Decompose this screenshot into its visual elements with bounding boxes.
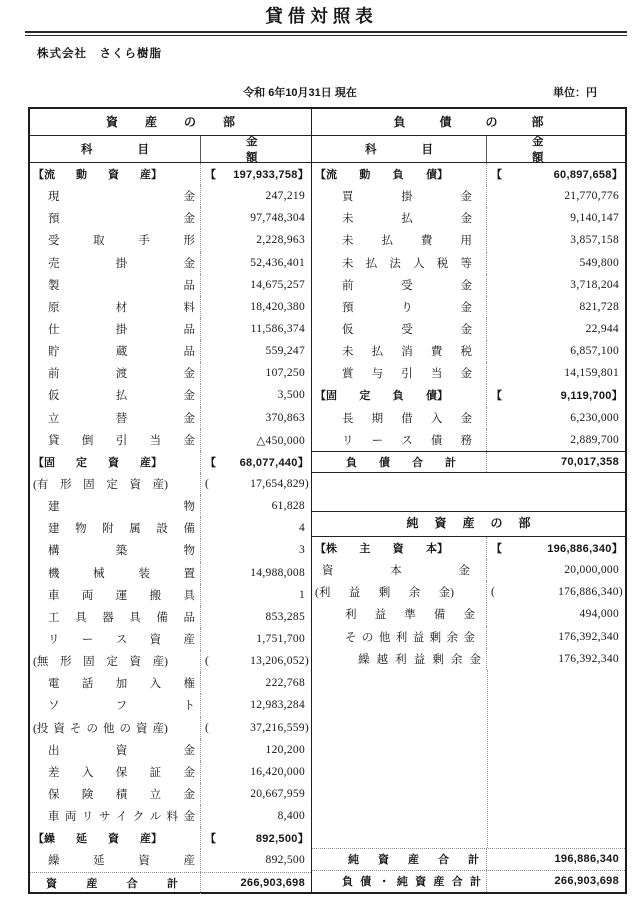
table-row: [30, 628, 311, 650]
blank-space: [312, 670, 625, 848]
account-label: 貸 倒 引 当 金: [30, 429, 201, 451]
table-row: [30, 340, 311, 362]
account-label: 未 払 費 用: [312, 229, 487, 251]
account-label: 【株 主 資 本】: [312, 537, 487, 559]
account-label: 【流 動 資 産】: [30, 163, 201, 185]
account-label: 預 り 金: [312, 296, 487, 318]
account-label: ソ フ ト: [30, 694, 201, 716]
account-label: 車 両 リ サ イ ク ル 料 金: [30, 805, 201, 827]
account-header: 科目: [312, 136, 487, 162]
amount-value: 6,230,000: [570, 411, 619, 424]
amount-value: 4: [298, 522, 305, 535]
amount-header: 金額: [532, 136, 589, 164]
table-row: [312, 229, 625, 251]
account-label: 受 取 手 形: [30, 229, 201, 251]
amount-value: 9,140,147: [570, 212, 619, 225]
table-row: [30, 229, 311, 251]
account-label: 前 受 金: [312, 274, 487, 296]
amount-value: 1,751,700: [256, 633, 305, 646]
account-label: 原 材 料: [30, 296, 201, 318]
account-label: 繰 延 資 産: [30, 849, 201, 871]
amount-value: 14,988,008: [250, 566, 305, 579]
account-label: 建 物: [30, 495, 201, 517]
amount-value: 266,903,698: [554, 875, 619, 888]
table-row: [312, 362, 625, 384]
table-row: [30, 252, 311, 274]
table-row: [30, 761, 311, 783]
table-row: [30, 717, 311, 739]
amount-value: 21,770,776: [564, 190, 619, 203]
account-label: 車 両 運 搬 具: [30, 584, 201, 606]
account-label: 電 話 加 入 権: [30, 672, 201, 694]
account-label: 売 掛 金: [30, 252, 201, 274]
table-row: [30, 539, 311, 561]
account-label: 工 具 器 具 備 品: [30, 606, 201, 628]
table-row: [312, 870, 625, 892]
amount-value: 821,728: [579, 300, 619, 313]
title-double-rule: [25, 31, 627, 36]
amount-value: 3: [298, 544, 305, 557]
table-row: [30, 805, 311, 827]
table-row: [312, 274, 625, 296]
liabilities-section-header: 負債の部: [312, 109, 625, 136]
amount-value: 18,420,380: [250, 300, 305, 313]
account-label: 立 替 金: [30, 407, 201, 429]
table-row: [312, 340, 625, 362]
table-row: [30, 473, 311, 495]
account-label: 長 期 借 入 金: [312, 407, 487, 429]
amount-value: ( 37,216,559): [205, 721, 309, 734]
account-label: 資 産 合 計: [30, 873, 201, 894]
table-row: [312, 603, 625, 625]
amount-value: 【 197,933,758】: [205, 169, 309, 182]
amount-value: 52,436,401: [250, 256, 305, 269]
account-label: リ ー ス 債 務: [312, 429, 487, 451]
liabilities-rows: [312, 163, 625, 473]
account-label: 未 払 法 人 税 等: [312, 252, 487, 274]
table-row: [312, 581, 625, 603]
amount-value: 266,903,698: [240, 877, 305, 890]
amount-value: 14,675,257: [250, 278, 305, 291]
amount-value: 【 196,886,340】: [491, 543, 623, 556]
assets-column: [30, 109, 312, 892]
account-label: 貯 蔵 品: [30, 340, 201, 362]
table-row: [30, 429, 311, 451]
account-label: リ ー ス 資 産: [30, 628, 201, 650]
amount-value: 107,250: [265, 367, 305, 380]
unit-label: 単位：円: [553, 87, 597, 99]
table-row: [312, 537, 625, 559]
table-row: [312, 407, 625, 429]
amount-value: 8,400: [277, 810, 305, 823]
table-row: [30, 827, 311, 849]
table-row: [312, 185, 625, 207]
amount-value: ( 176,886,340): [491, 586, 623, 599]
account-label: 繰 越 利 益 剰 余 金: [312, 648, 487, 670]
amount-value: 【 68,077,440】: [205, 456, 309, 469]
table-row: [312, 848, 625, 870]
table-row: [30, 207, 311, 229]
liabilities-column: [312, 109, 625, 892]
account-label: 負 債 合 計: [312, 452, 487, 472]
account-label: そ の 他 利 益 剰 余 金: [312, 626, 487, 648]
blank-account-cell: [312, 670, 488, 848]
table-row: [30, 495, 311, 517]
account-label: (無 形 固 定 資 産): [30, 650, 201, 672]
net-assets-section-header: 純資産の部: [312, 511, 625, 537]
table-row: [30, 185, 311, 207]
account-label: 利 益 準 備 金: [312, 603, 487, 625]
section-gap: [312, 473, 625, 511]
account-label: 仮 受 金: [312, 318, 487, 340]
page-title: 貸借対照表: [265, 6, 378, 26]
account-label: (投 資 そ の 他 の 資 産): [30, 717, 201, 739]
account-label: 建 物 附 属 設 備: [30, 517, 201, 539]
account-label: 機 械 装 置: [30, 562, 201, 584]
amount-value: 61,828: [271, 500, 305, 513]
table-row: [30, 694, 311, 716]
account-label: (有 形 固 定 資 産): [30, 473, 201, 495]
table-row: [312, 384, 625, 406]
table-row: [30, 584, 311, 606]
account-label: 純 資 産 合 計: [312, 849, 487, 870]
amount-value: 559,247: [265, 345, 305, 358]
amount-value: ( 13,206,052): [205, 655, 309, 668]
account-label: 【固 定 負 債】: [312, 384, 487, 406]
table-row: [30, 783, 311, 805]
amount-value: 2,228,963: [256, 234, 305, 247]
table-row: [30, 407, 311, 429]
table-row: [30, 318, 311, 340]
account-label: 【繰 延 資 産】: [30, 827, 201, 849]
amount-value: 176,392,340: [558, 652, 619, 665]
amount-value: 370,863: [265, 411, 305, 424]
table-row: [30, 517, 311, 539]
table-row: [312, 648, 625, 670]
amount-value: 176,392,340: [558, 630, 619, 643]
table-row: [30, 163, 311, 185]
amount-value: 3,857,158: [570, 234, 619, 247]
account-label: 負 債 ・ 純 資 産 合 計: [312, 871, 487, 892]
account-label: 製 品: [30, 274, 201, 296]
amount-value: 12,983,284: [250, 699, 305, 712]
account-label: (利 益 剰 余 金): [312, 581, 487, 603]
assets-rows: [30, 163, 311, 894]
amount-value: 3,500: [277, 389, 305, 402]
account-label: 未 払 金: [312, 207, 487, 229]
table-row: [312, 207, 625, 229]
amount-value: 【 9,119,700】: [491, 390, 623, 403]
account-label: 仕 掛 品: [30, 318, 201, 340]
account-label: 未 払 消 費 税: [312, 340, 487, 362]
report-date: 令和 6年10月31日 現在: [243, 87, 357, 99]
amount-value: 97,748,304: [250, 212, 305, 225]
amount-value: 247,219: [265, 190, 305, 203]
assets-section-header: 資産の部: [30, 109, 311, 136]
amount-value: 【 892,500】: [205, 833, 309, 846]
table-row: [312, 429, 625, 451]
table-row: [312, 318, 625, 340]
table-row: [30, 384, 311, 406]
amount-value: ( 17,654,829): [205, 478, 309, 491]
table-row: [312, 559, 625, 581]
table-row: [312, 163, 625, 185]
liabilities-column-headers: [312, 136, 625, 163]
account-label: 預 金: [30, 207, 201, 229]
balance-sheet-table: [28, 107, 627, 894]
amount-value: 3,718,204: [570, 278, 619, 291]
assets-column-headers: [30, 136, 311, 163]
table-row: [30, 650, 311, 672]
amount-value: 120,200: [265, 743, 305, 756]
account-label: 保 険 積 立 金: [30, 783, 201, 805]
amount-value: 70,017,358: [560, 455, 619, 468]
net-assets-totals: [312, 848, 625, 892]
company-name: 株式会社 さくら樹脂: [37, 48, 162, 60]
table-row: [312, 296, 625, 318]
amount-value: 1: [298, 588, 305, 601]
amount-header: 金額: [246, 136, 303, 164]
amount-value: 11,586,374: [250, 323, 305, 336]
amount-value: 2,889,700: [570, 433, 619, 446]
amount-value: 6,857,100: [570, 345, 619, 358]
table-row: [30, 872, 311, 894]
account-label: 構 築 物: [30, 539, 201, 561]
amount-value: 14,159,801: [564, 367, 619, 380]
amount-value: 892,500: [265, 854, 305, 867]
account-label: 【流 動 負 債】: [312, 163, 487, 185]
table-row: [312, 626, 625, 648]
amount-value: △450,000: [256, 434, 305, 447]
amount-value: 22,944: [585, 323, 619, 336]
amount-value: 【 60,897,658】: [491, 169, 623, 182]
table-row: [30, 451, 311, 473]
account-label: 前 渡 金: [30, 362, 201, 384]
table-row: [312, 252, 625, 274]
table-row: [30, 606, 311, 628]
table-row: [30, 296, 311, 318]
account-label: 仮 払 金: [30, 384, 201, 406]
table-row: [30, 274, 311, 296]
account-label: 現 金: [30, 185, 201, 207]
amount-value: 16,420,000: [250, 765, 305, 778]
table-row: [30, 562, 311, 584]
account-label: 賞 与 引 当 金: [312, 362, 487, 384]
account-label: 資 本 金: [312, 559, 487, 581]
account-label: 差 入 保 証 金: [30, 761, 201, 783]
amount-value: 853,285: [265, 610, 305, 623]
amount-value: 20,000,000: [564, 564, 619, 577]
amount-value: 549,800: [579, 256, 619, 269]
account-label: 【固 定 資 産】: [30, 451, 201, 473]
account-label: 出 資 金: [30, 739, 201, 761]
net-assets-rows: [312, 537, 625, 670]
account-header: 科目: [30, 136, 201, 162]
table-row: [30, 362, 311, 384]
amount-value: 20,667,959: [250, 788, 305, 800]
table-row: [312, 451, 625, 473]
report-meta: [0, 84, 638, 99]
table-row: [30, 849, 311, 871]
table-row: [30, 672, 311, 694]
table-row: [30, 739, 311, 761]
amount-value: 196,886,340: [554, 853, 619, 866]
account-label: 買 掛 金: [312, 185, 487, 207]
amount-value: 222,768: [265, 677, 305, 690]
amount-value: 494,000: [579, 608, 619, 621]
